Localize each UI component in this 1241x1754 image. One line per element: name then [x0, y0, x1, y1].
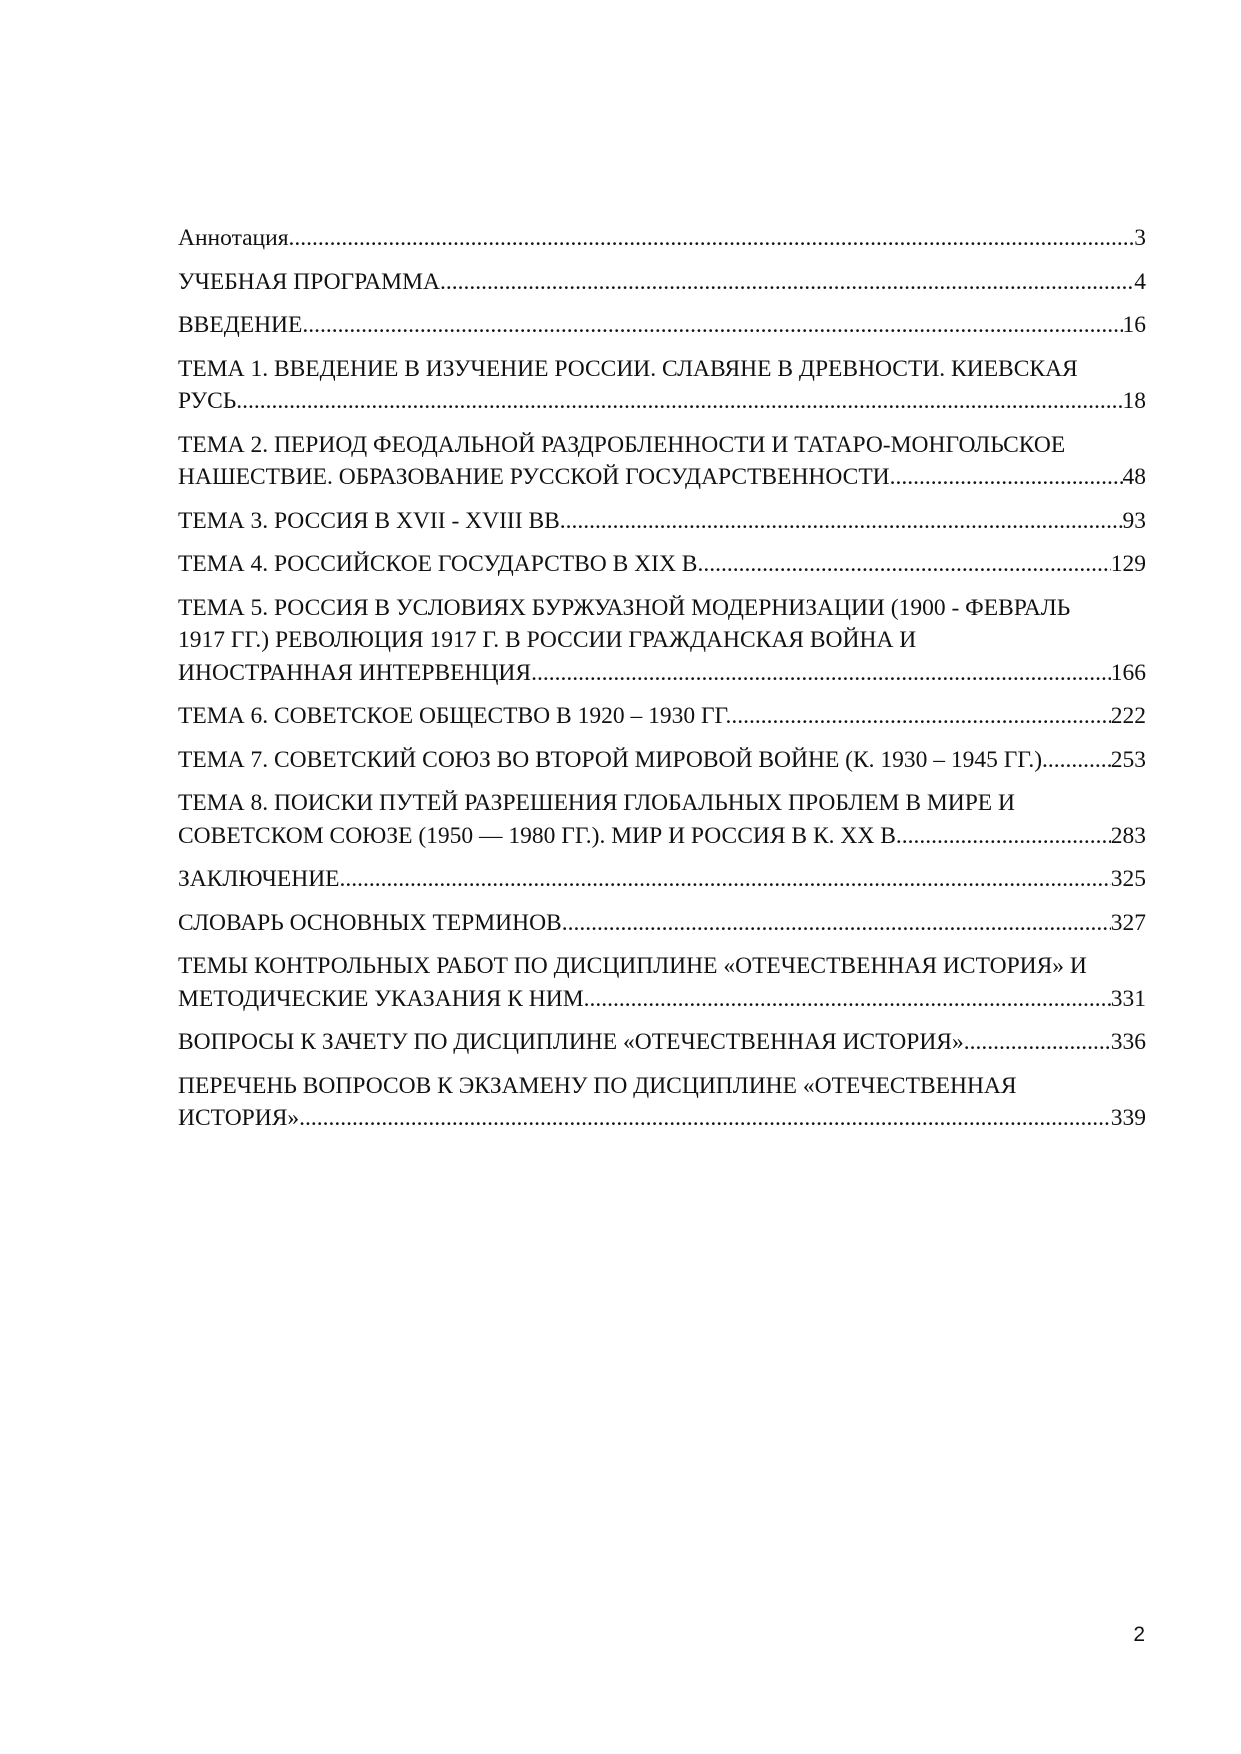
toc-page-number: 336 — [1110, 1029, 1146, 1055]
toc-entry-line — [178, 907, 1146, 940]
toc-entry-line — [178, 1102, 1146, 1135]
toc-entry-title: ВОПРОСЫ К ЗАЧЕТУ ПО ДИСЦИПЛИНЕ «ОТЕЧЕСТВЕННАЯ ИСТОРИЯ» — [178, 1029, 964, 1055]
toc-entry-title: Аннотация — [178, 225, 289, 251]
toc-page-number: 166 — [1110, 659, 1146, 686]
toc-dot-leader — [731, 700, 1110, 733]
toc-entry-title: ВВЕДЕНИЕ — [178, 312, 303, 338]
toc-dot-leader — [531, 657, 1111, 690]
toc-page-number: 93 — [1122, 507, 1146, 534]
toc-dot-leader — [566, 505, 1123, 538]
toc-page-number: 4 — [1134, 268, 1146, 295]
page-number: 2 — [1133, 1623, 1145, 1646]
toc-dot-leader — [340, 863, 1111, 896]
toc-page-number: 283 — [1110, 822, 1146, 849]
toc-entry-title: УЧЕБНАЯ ПРОГРАММА — [178, 268, 440, 295]
toc-page-number: 129 — [1110, 551, 1146, 577]
toc-entry-title: ЗАКЛЮЧЕНИЕ — [178, 866, 340, 892]
toc-entry[interactable] — [178, 1070, 1146, 1135]
toc-entry-title: ИНОСТРАННАЯ ИНТЕРВЕНЦИЯ — [178, 659, 532, 686]
toc-entry-line — [178, 700, 1146, 733]
toc-dot-leader — [1042, 744, 1111, 777]
toc-entry-title: ТЕМА 6. СОВЕТСКОЕ ОБЩЕСТВО В 1920 – 1930 ГГ. — [178, 703, 732, 729]
toc-entry-title-line: 1917 ГГ.) РЕВОЛЮЦИЯ 1917 Г. В РОССИИ ГРАЖДАНСКАЯ ВОЙНА И — [178, 627, 917, 653]
toc-entry[interactable] — [178, 505, 1146, 538]
toc-entry-line — [178, 657, 1146, 690]
toc-entry-title-line: ТЕМА 5. РОССИЯ В УСЛОВИЯХ БУРЖУАЗНОЙ МОДЕРНИЗАЦИИ (1900 - ФЕВРАЛЬ — [178, 594, 1071, 621]
toc-entry-title-line: ПЕРЕЧЕНЬ ВОПРОСОВ К ЭКЗАМЕНУ ПО ДИСЦИПЛИНЕ «ОТЕЧЕСТВЕННАЯ — [178, 1072, 1017, 1099]
toc-page-number: 18 — [1122, 388, 1146, 414]
toc-page-number: 48 — [1122, 464, 1146, 490]
toc-dot-leader — [964, 1026, 1111, 1059]
toc-dot-leader — [440, 266, 1134, 299]
toc-entry-line — [178, 385, 1146, 418]
toc-entry-title-line: ТЕМА 2. ПЕРИОД ФЕОДАЛЬНОЙ РАЗДРОБЛЕННОСТИ И ТАТАРО-МОНГОЛЬСКОЕ — [178, 431, 1066, 458]
toc-entry[interactable] — [178, 950, 1146, 1015]
table-of-contents — [178, 222, 1146, 1146]
toc-entry-line — [178, 222, 1146, 255]
toc-entry[interactable] — [178, 548, 1146, 581]
toc-entry[interactable] — [178, 744, 1146, 777]
toc-dot-leader — [289, 222, 1135, 255]
toc-entry-line — [178, 744, 1146, 777]
toc-entry[interactable] — [178, 907, 1146, 940]
toc-entry-title: ТЕМА 4. РОССИЙСКОЕ ГОСУДАРСТВО В XIX В. — [178, 551, 704, 577]
toc-entry[interactable] — [178, 353, 1146, 418]
toc-entry-line — [178, 505, 1146, 538]
toc-page-number: 253 — [1110, 746, 1146, 773]
toc-entry-title-line: ТЕМЫ КОНТРОЛЬНЫХ РАБОТ ПО ДИСЦИПЛИНЕ «ОТЕЧЕСТВЕННАЯ ИСТОРИЯ» И — [178, 953, 1087, 979]
toc-page-number: 16 — [1122, 312, 1146, 338]
toc-dot-leader — [890, 461, 1123, 494]
toc-dot-leader — [236, 385, 1122, 418]
toc-entry-title: МЕТОДИЧЕСКИЕ УКАЗАНИЯ К НИМ — [178, 985, 584, 1012]
toc-entry-line — [178, 820, 1146, 853]
toc-entry-line — [178, 1026, 1146, 1059]
toc-entry-title: ИСТОРИЯ» — [178, 1105, 300, 1131]
toc-entry[interactable] — [178, 266, 1146, 299]
toc-entry-title: РУСЬ — [178, 388, 237, 414]
toc-entry[interactable] — [178, 787, 1146, 852]
toc-entry[interactable] — [178, 863, 1146, 896]
toc-entry-line — [178, 461, 1146, 494]
toc-dot-leader — [584, 983, 1111, 1016]
toc-page-number: 3 — [1134, 225, 1146, 251]
toc-entry[interactable] — [178, 309, 1146, 342]
toc-entry-line — [178, 863, 1146, 896]
toc-entry-title-line: ТЕМА 8. ПОИСКИ ПУТЕЙ РАЗРЕШЕНИЯ ГЛОБАЛЬНЫХ ПРОБЛЕМ В МИРЕ И — [178, 790, 1016, 816]
toc-dot-leader — [703, 548, 1110, 581]
toc-entry[interactable] — [178, 1026, 1146, 1059]
toc-entry-line — [178, 309, 1146, 342]
toc-entry[interactable] — [178, 700, 1146, 733]
toc-entry[interactable] — [178, 429, 1146, 494]
toc-page-number: 222 — [1110, 703, 1146, 729]
toc-page-number: 339 — [1110, 1105, 1146, 1131]
toc-entry-title-line: ТЕМА 1. ВВЕДЕНИЕ В ИЗУЧЕНИЕ РОССИИ. СЛАВЯНЕ В ДРЕВНОСТИ. КИЕВСКАЯ — [178, 355, 1078, 382]
toc-entry-title: ТЕМА 7. СОВЕТСКИЙ СОЮЗ ВО ВТОРОЙ МИРОВОЙ ВОЙНЕ (К. 1930 – 1945 ГГ.) — [178, 746, 1043, 773]
toc-entry[interactable] — [178, 592, 1146, 690]
toc-entry-line — [178, 266, 1146, 299]
toc-page-number: 331 — [1110, 985, 1146, 1012]
toc-entry-title: ТЕМА 3. РОССИЯ В XVII - XVIII ВВ. — [178, 507, 566, 534]
toc-entry-title: СОВЕТСКОМ СОЮЗЕ (1950 — 1980 ГГ.). МИР И РОССИЯ В К. ХХ В. — [178, 822, 902, 849]
toc-entry-title: НАШЕСТВИЕ. ОБРАЗОВАНИЕ РУССКОЙ ГОСУДАРСТВЕННОСТИ — [178, 464, 890, 490]
toc-entry[interactable] — [178, 222, 1146, 255]
toc-dot-leader — [562, 907, 1111, 940]
toc-dot-leader — [902, 820, 1111, 853]
toc-dot-leader — [299, 1102, 1111, 1135]
toc-entry-line — [178, 983, 1146, 1016]
toc-page-number: 325 — [1110, 866, 1146, 892]
toc-entry-line — [178, 548, 1146, 581]
toc-entry-title: СЛОВАРЬ ОСНОВНЫХ ТЕРМИНОВ — [178, 909, 562, 936]
toc-dot-leader — [302, 309, 1122, 342]
toc-page-number: 327 — [1110, 909, 1146, 936]
